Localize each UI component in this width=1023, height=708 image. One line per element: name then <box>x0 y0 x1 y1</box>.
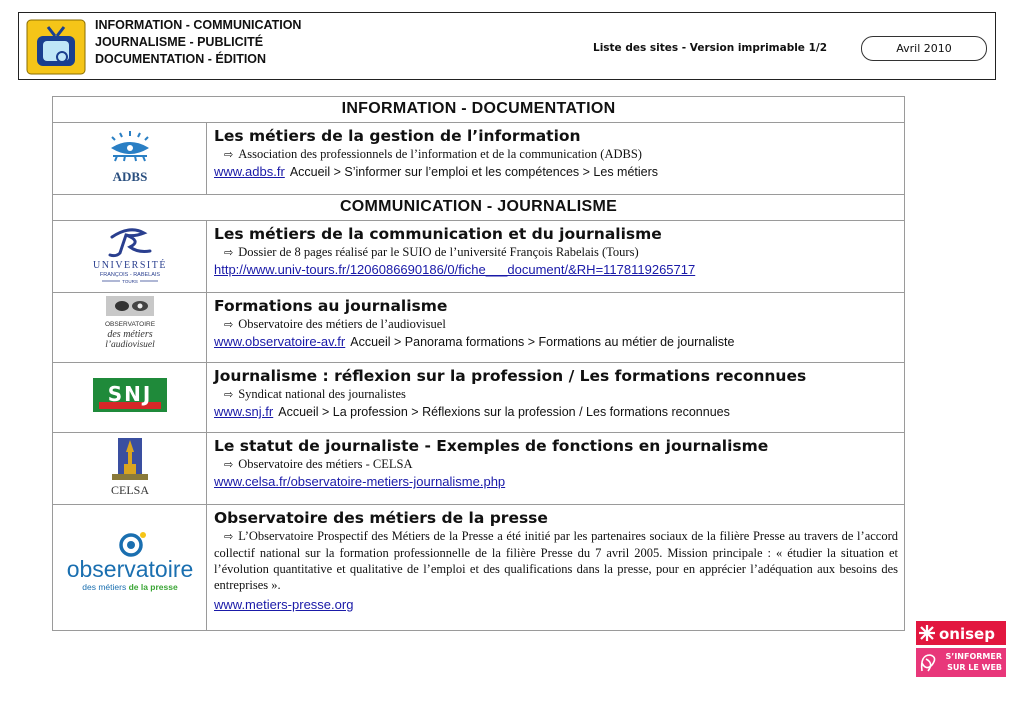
list-version-label: Liste des sites - Version imprimable 1/2 <box>593 42 828 54</box>
entry-link-line <box>214 261 898 279</box>
section-heading: INFORMATION - DOCUMENTATION <box>53 97 905 123</box>
entry-description <box>214 146 898 163</box>
page-header <box>18 12 996 80</box>
table-row <box>53 363 905 433</box>
snj-logo <box>93 378 167 412</box>
observatoire-av-logo-sub: des métiers <box>106 329 153 340</box>
entry-link-line <box>214 403 898 421</box>
section-heading-row <box>53 195 905 221</box>
entry-description <box>214 386 898 403</box>
entry-content <box>207 221 905 293</box>
entry-content <box>207 363 905 433</box>
section-heading: COMMUNICATION - JOURNALISME <box>53 195 905 221</box>
entry-title: Le statut de journaliste - Exemples de fonctions en journalisme <box>214 437 769 455</box>
onisep-line2: SUR LE WEB <box>947 663 1002 672</box>
logo-cell <box>53 293 207 363</box>
university-logo-text: UNIVERSITÉ <box>92 260 167 271</box>
table-row <box>53 221 905 293</box>
section-heading-row <box>53 97 905 123</box>
entry-description-text: Observatoire des métiers - CELSA <box>238 457 413 471</box>
entry-description-text: Observatoire des métiers de l’audiovisuel <box>238 317 446 331</box>
observatoire-presse-logo <box>55 529 205 601</box>
table-row <box>53 433 905 505</box>
logo-cell <box>53 221 207 293</box>
header-title-line: DOCUMENTATION - ÉDITION <box>95 52 267 66</box>
entry-link-line <box>214 473 898 491</box>
entry-description <box>214 244 898 261</box>
onisep-brand: onisep <box>939 625 995 643</box>
entry-description-text: L’Observatoire Prospectif des Métiers de la Presse a été initié par les partenaires sociaux de la filière Presse au travers de l’accord collectif national sur la formation professionnelle de la filière Presse du 7 avril 2005. Mission principale : « étudier la situation et l’évolution quantitative et qualitative de l’emploi et des qualifications dans la presse, pour en apprécier l’adéquation aux besoins des entreprises ». <box>214 529 898 592</box>
tv-antenna-icon <box>26 19 86 75</box>
universite-tours-logo <box>80 223 180 285</box>
entry-link[interactable]: www.adbs.fr <box>214 164 285 179</box>
university-logo-sub: FRANÇOIS - RABELAIS <box>99 272 160 278</box>
onisep-badge[interactable] <box>916 621 1006 677</box>
entry-link[interactable]: http://www.univ-tours.fr/1206086690186/0/fiche___document/&RH=1178119265717 <box>214 262 696 277</box>
entry-link[interactable]: www.metiers-presse.org <box>214 597 354 612</box>
entry-title: Journalisme : réflexion sur la profession / Les formations reconnues <box>214 367 807 385</box>
entry-title: Observatoire des métiers de la presse <box>214 509 548 527</box>
entry-content <box>207 123 905 195</box>
observatoire-av-logo-sub2: l’audiovisuel <box>104 340 155 350</box>
entry-link[interactable]: www.celsa.fr/observatoire-metiers-journalisme.php <box>214 474 506 489</box>
observatoire-presse-logo-text: observatoire <box>66 556 193 582</box>
logo-cell <box>53 363 207 433</box>
logo-cell <box>53 433 207 505</box>
table-row <box>53 293 905 363</box>
entry-description-text: Dossier de 8 pages réalisé par le SUIO de l’université François Rabelais (Tours) <box>238 245 639 259</box>
observatoire-presse-logo-sub <box>82 582 178 592</box>
entry-description <box>214 316 898 333</box>
observatoire-presse-logo-sub2: de la presse <box>128 582 178 592</box>
entry-title: Les métiers de la gestion de l’information <box>214 127 581 145</box>
arrow-right-icon: ⇨ <box>224 246 234 259</box>
observatoire-av-logo-text: OBSERVATOIRE <box>104 321 155 328</box>
entry-link-line <box>214 333 898 351</box>
entry-link[interactable]: www.snj.fr <box>214 404 274 419</box>
header-title <box>95 17 301 68</box>
entry-link[interactable]: www.observatoire-av.fr <box>214 334 346 349</box>
arrow-right-icon: ⇨ <box>224 388 234 401</box>
adbs-logo <box>95 125 165 187</box>
entry-path: Accueil > La profession > Réflexions sur la profession / Les formations reconnues <box>278 405 730 419</box>
date-badge: Avril 2010 <box>861 36 987 61</box>
arrow-right-icon: ⇨ <box>224 318 234 331</box>
entry-content <box>207 293 905 363</box>
entry-title: Formations au journalisme <box>214 297 448 315</box>
onisep-star-icon <box>919 625 935 641</box>
entry-description <box>214 456 898 473</box>
onisep-line1: S’INFORMER <box>945 652 1002 661</box>
adbs-logo-text: ADBS <box>112 169 147 184</box>
university-logo-sub2: TOURS <box>121 279 138 284</box>
entry-content <box>207 433 905 505</box>
entry-description-text: Syndicat national des journalistes <box>238 387 406 401</box>
entry-path: Accueil > Panorama formations > Formations au métier de journaliste <box>350 335 735 349</box>
logo-cell <box>53 505 207 631</box>
celsa-logo <box>100 434 160 498</box>
entry-path: Accueil > S’informer sur l’emploi et les compétences > Les métiers <box>289 165 659 179</box>
celsa-logo-text: CELSA <box>110 483 149 497</box>
entry-content <box>207 505 905 631</box>
header-title-line: JOURNALISME - PUBLICITÉ <box>95 35 264 49</box>
arrow-right-icon: ⇨ <box>224 458 234 471</box>
observatoire-audiovisuel-logo <box>94 294 166 356</box>
entry-description-text: Association des professionnels de l’information et de la communication (ADBS) <box>238 147 642 161</box>
entry-link-line <box>214 163 898 181</box>
table-row <box>53 505 905 631</box>
arrow-right-icon: ⇨ <box>224 148 234 161</box>
sites-table <box>52 96 905 631</box>
snj-logo-text: SNJ <box>107 382 152 406</box>
entry-description <box>214 528 898 593</box>
header-title-line: INFORMATION - COMMUNICATION <box>95 18 302 32</box>
arrow-right-icon: ⇨ <box>224 530 234 543</box>
entry-title: Les métiers de la communication et du journalisme <box>214 225 662 243</box>
entry-link-line <box>214 596 898 614</box>
logo-cell <box>53 123 207 195</box>
observatoire-presse-logo-sub1: des métiers <box>81 582 126 592</box>
table-row <box>53 123 905 195</box>
